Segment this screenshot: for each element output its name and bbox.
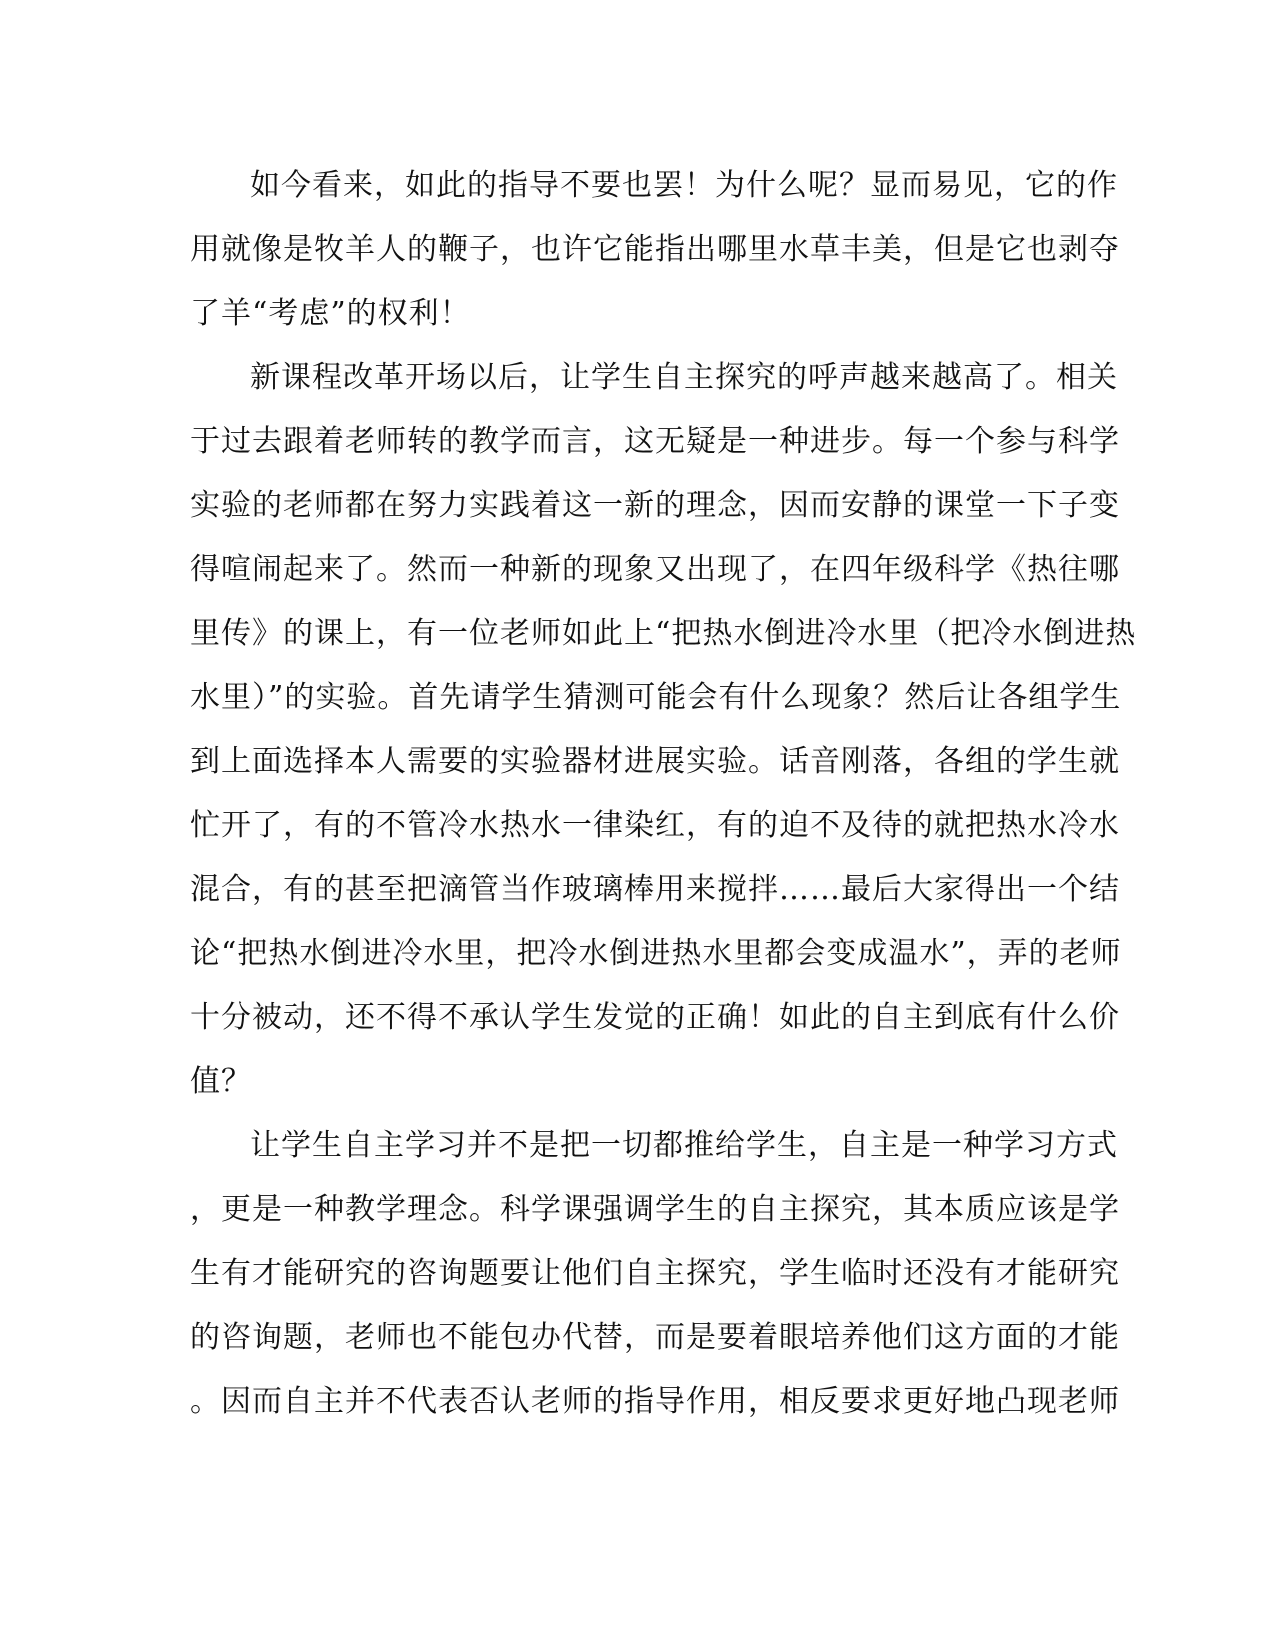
paragraph-line: 得喧闹起来了。然而一种新的现象又出现了，在四年级科学《热往哪 — [190, 552, 1120, 587]
paragraph-line: 水里）”的实验。首先请学生猜测可能会有什么现象？然后让各组学生 — [190, 680, 1122, 715]
paragraph-line: 值？ — [190, 1064, 252, 1099]
paragraph-3 — [190, 1114, 1120, 1434]
paragraph-line: 用就像是牧羊人的鞭子，也许它能指出哪里水草丰美，但是它也剥夺 — [190, 232, 1120, 267]
paragraph-line: 于过去跟着老师转的教学而言，这无疑是一种进步。每一个参与科学 — [190, 424, 1120, 459]
paragraph-line: 新课程改革开场以后，让学生自主探究的呼声越来越高了。相关 — [250, 360, 1118, 395]
paragraph-line: 里传》的课上，有一位老师如此上“把热水倒进冷水里（把冷水倒进热 — [190, 616, 1137, 651]
paragraph-line: 了羊“考虑”的权利！ — [190, 296, 471, 331]
paragraph-line: 的咨询题，老师也不能包办代替，而是要着眼培养他们这方面的才能 — [190, 1320, 1120, 1355]
paragraph-line: 忙开了，有的不管冷水热水一律染红，有的迫不及待的就把热水冷水 — [190, 808, 1120, 843]
paragraph-line: 混合，有的甚至把滴管当作玻璃棒用来搅拌……最后大家得出一个结 — [190, 872, 1120, 907]
paragraph-1 — [190, 154, 1120, 346]
paragraph-2 — [190, 346, 1137, 1114]
paragraph-line: 。因而自主并不代表否认老师的指导作用，相反要求更好地凸现老师 — [190, 1384, 1120, 1419]
paragraph-line: 实验的老师都在努力实践着这一新的理念，因而安静的课堂一下子变 — [190, 488, 1120, 523]
paragraph-line: 论“把热水倒进冷水里，把冷水倒进热水里都会变成温水”，弄的老师 — [190, 936, 1122, 971]
paragraph-line: 生有才能研究的咨询题要让他们自主探究，学生临时还没有才能研究 — [190, 1256, 1120, 1291]
paragraph-line: 到上面选择本人需要的实验器材进展实验。话音刚落，各组的学生就 — [190, 744, 1120, 779]
paragraph-line: 让学生自主学习并不是把一切都推给学生，自主是一种学习方式 — [250, 1128, 1118, 1163]
document-body — [190, 154, 1137, 1434]
paragraph-line: 十分被动，还不得不承认学生发觉的正确！如此的自主到底有什么价 — [190, 1000, 1120, 1035]
paragraph-line: ，更是一种教学理念。科学课强调学生的自主探究，其本质应该是学 — [190, 1192, 1120, 1227]
paragraph-line: 如今看来，如此的指导不要也罢！为什么呢？显而易见，它的作 — [250, 168, 1118, 203]
